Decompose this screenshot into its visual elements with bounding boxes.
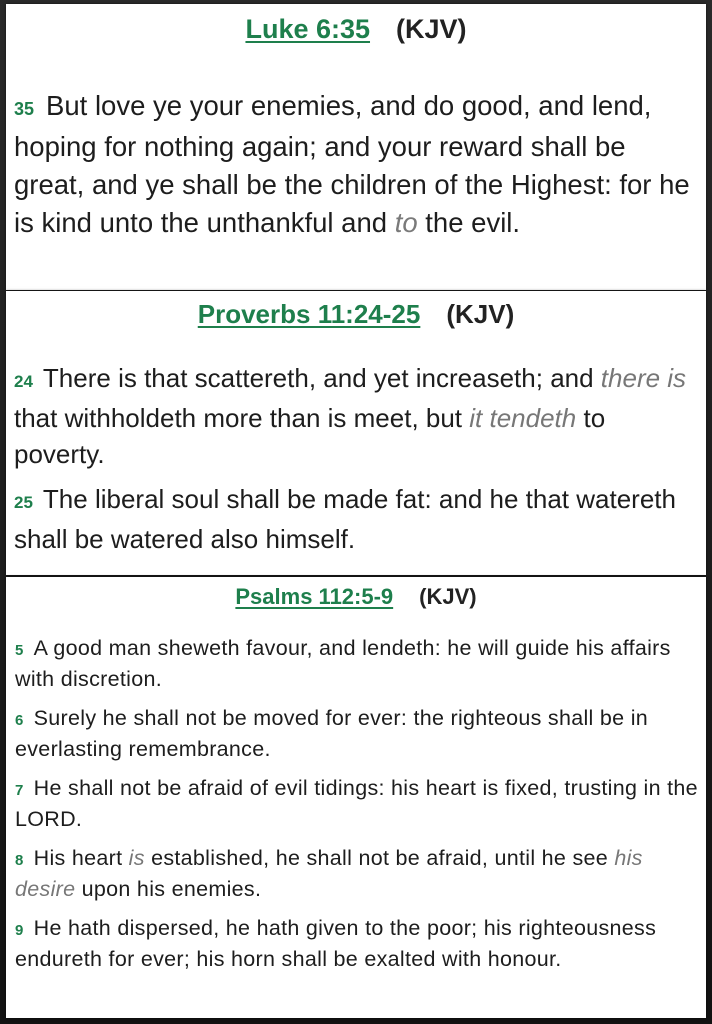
passage-text xyxy=(14,360,696,557)
passage-card-luke xyxy=(6,4,706,290)
verse-text: the evil. xyxy=(417,207,521,238)
verse-text: upon his enemies. xyxy=(75,877,262,901)
verse xyxy=(14,360,696,472)
verse-number: 8 xyxy=(15,852,24,869)
verse-text: A good man sheweth favour, and lendeth: he will guide his affairs with discretion. xyxy=(15,636,671,691)
verse xyxy=(14,481,696,557)
verse-text: The liberal soul shall be made fat: and he that watereth shall be watered also himself. xyxy=(14,484,676,554)
verse-number: 35 xyxy=(14,99,35,119)
verse-text: that withholdeth more than is meet, but xyxy=(14,403,470,433)
passage-card-psalms xyxy=(6,577,706,1018)
verse xyxy=(15,914,698,974)
passage-reference-link[interactable]: Luke 6:35 xyxy=(245,14,371,44)
verse-text: But love ye your enemies, and do good, and lend, hoping for nothing again; and your reward shall be great, and ye shall be the children of the Highest: for he is kind unto the unthankful and xyxy=(14,90,690,238)
verse-italic-text: it tendeth xyxy=(469,403,577,433)
passage-reference-link[interactable]: Proverbs 11:24-25 xyxy=(197,299,421,329)
verse-text: He hath dispersed, he hath given to the poor; his righteousness endureth for ever; his horn shall be exalted with honour. xyxy=(15,916,657,971)
verse-text: established, he shall not be afraid, until he see xyxy=(144,846,615,870)
verse xyxy=(14,87,696,242)
verse xyxy=(15,844,698,904)
verse-text: There is that scattereth, and yet increaseth; and xyxy=(42,363,601,393)
bible-version-label: (KJV) xyxy=(396,14,467,44)
verse-italic-text: to xyxy=(394,207,418,238)
verse-number: 9 xyxy=(15,922,24,939)
passage-card-proverbs xyxy=(6,291,706,575)
passage-heading xyxy=(6,299,706,330)
verse-number: 25 xyxy=(14,493,33,512)
verse-number: 6 xyxy=(15,712,24,729)
verse-italic-text: there is xyxy=(600,363,687,393)
verse-italic-text: is xyxy=(128,846,145,870)
verse-text: His heart xyxy=(33,846,129,870)
passage-heading xyxy=(6,14,706,45)
passage-text xyxy=(15,634,698,974)
verse-italic-text: his desire xyxy=(15,846,643,901)
verse-text: Surely he shall not be moved for ever: the righteous shall be in everlasting remembrance. xyxy=(15,706,649,761)
verse-text: to poverty. xyxy=(14,403,606,469)
verse-number: 7 xyxy=(15,782,24,799)
bible-version-label: (KJV) xyxy=(419,584,477,609)
verse xyxy=(15,704,698,764)
passage-text xyxy=(14,87,696,242)
verse xyxy=(15,774,698,834)
passage-heading xyxy=(6,584,706,610)
verse-text: He shall not be afraid of evil tidings: his heart is fixed, trusting in the LORD. xyxy=(15,776,698,831)
verse xyxy=(15,634,698,694)
verse-number: 24 xyxy=(14,372,33,391)
verse-number: 5 xyxy=(15,642,24,659)
bible-version-label: (KJV) xyxy=(446,299,515,329)
passage-reference-link[interactable]: Psalms 112:5-9 xyxy=(235,584,394,609)
